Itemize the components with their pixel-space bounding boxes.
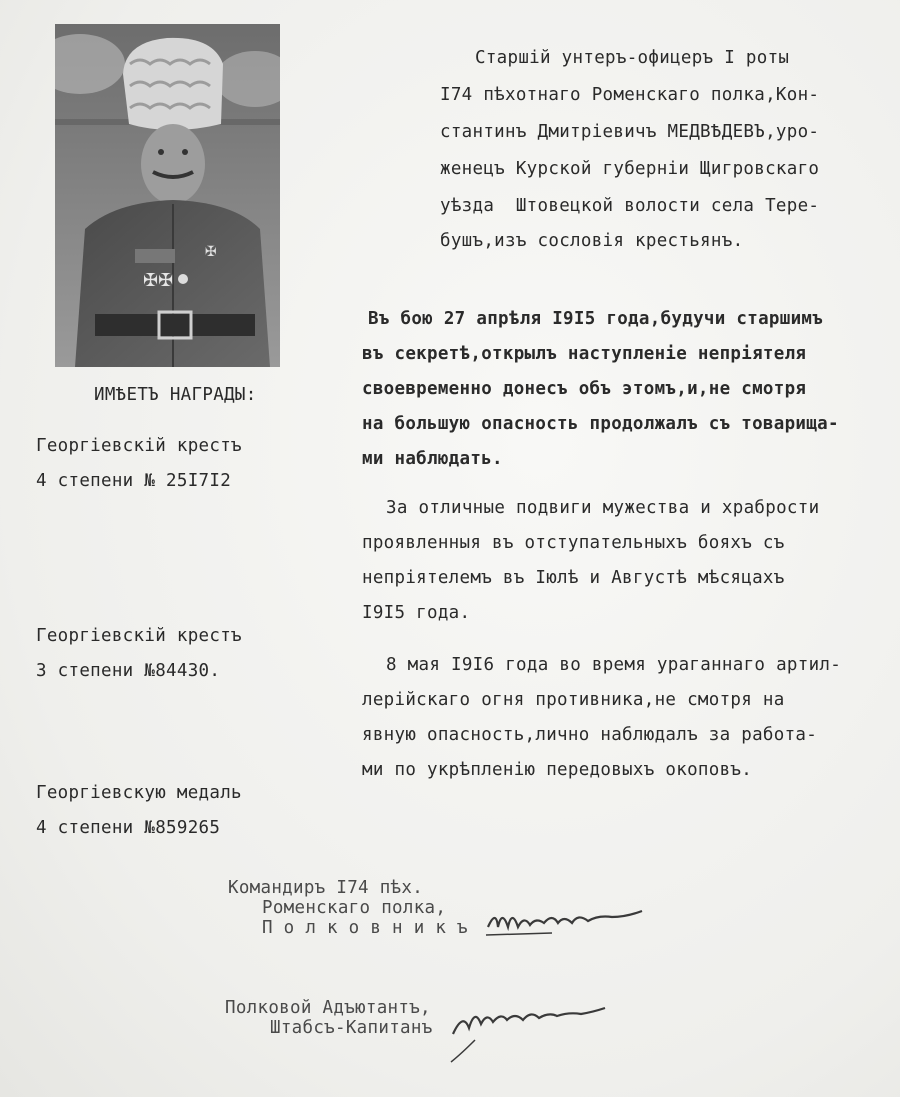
svg-text:✠: ✠ <box>205 244 217 260</box>
portrait-photo <box>55 24 280 367</box>
paragraph-3-line: лерiйскаго огня противника,не смотря на <box>362 690 785 710</box>
paragraph-3-line: явную опасность,лично наблюдалъ за работа- <box>362 725 818 745</box>
paragraph-2-line: I9I5 года. <box>362 603 471 623</box>
header-line: стантинъ Дмитрiевичъ МЕДВѢДЕВЪ,уро- <box>440 122 820 142</box>
paragraph-3-line: 8 мая I9I6 года во время ураганнаго артил- <box>386 655 842 675</box>
award-2-degree: 3 степени №84430. <box>36 661 221 681</box>
commander-title-line: Командиръ I74 пѣх. <box>228 878 424 898</box>
award-1-title: Георгiевскiй крестъ <box>36 436 242 456</box>
commander-title-line: Роменскаго полка, <box>262 898 447 918</box>
awards-heading: ИМѢЕТЪ НАГРАДЫ: <box>94 385 257 405</box>
header-line: уѣзда Штовецкой волости села Тере- <box>440 196 820 216</box>
paragraph-1-line: Въ бою 27 апрѣля I9I5 года,будучи старшимъ <box>368 309 824 329</box>
commander-signature <box>482 895 652 945</box>
commander-title-line: П о л к о в н и к ъ <box>262 918 468 938</box>
paragraph-1-line: своевременно донесъ объ этомъ,и,не смотря <box>362 379 807 399</box>
paragraph-1-line: въ секретѣ,открылъ наступленiе непрiятеля <box>362 344 807 364</box>
adjutant-signature <box>445 1000 625 1070</box>
paragraph-3-line: ми по укрѣпленiю передовыхъ окоповъ. <box>362 760 753 780</box>
award-3-degree: 4 степени №859265 <box>36 818 221 838</box>
award-3-title: Георгiевскую медаль <box>36 783 242 803</box>
award-2-title: Георгiевскiй крестъ <box>36 626 242 646</box>
paragraph-1-line: на большую опасность продолжалъ съ товарища- <box>362 414 839 434</box>
header-line: Старшiй унтеръ-офицеръ I роты <box>475 48 790 68</box>
award-1-degree: 4 степени № 25I7I2 <box>36 471 232 491</box>
paragraph-2-line: проявленныя въ отступательныхъ бояхъ съ <box>362 533 785 553</box>
paragraph-2-line: непрiятелемъ въ Iюлѣ и Августѣ мѣсяцахъ <box>362 568 785 588</box>
adjutant-title-line: Штабсъ-Капитанъ <box>270 1018 433 1038</box>
svg-text:✠✠: ✠✠ <box>143 270 174 291</box>
paragraph-1-line: ми наблюдать. <box>362 449 503 469</box>
paragraph-2-line: За отличные подвиги мужества и храбрости <box>386 498 820 518</box>
adjutant-title-line: Полковой Адъютантъ, <box>225 998 431 1018</box>
header-line: I74 пѣхотнаго Роменскаго полка,Кон- <box>440 85 820 105</box>
header-line: бушъ,изъ сословiя крестьянъ. <box>440 231 744 251</box>
header-line: женецъ Курской губернiи Щигровскаго <box>440 159 820 179</box>
